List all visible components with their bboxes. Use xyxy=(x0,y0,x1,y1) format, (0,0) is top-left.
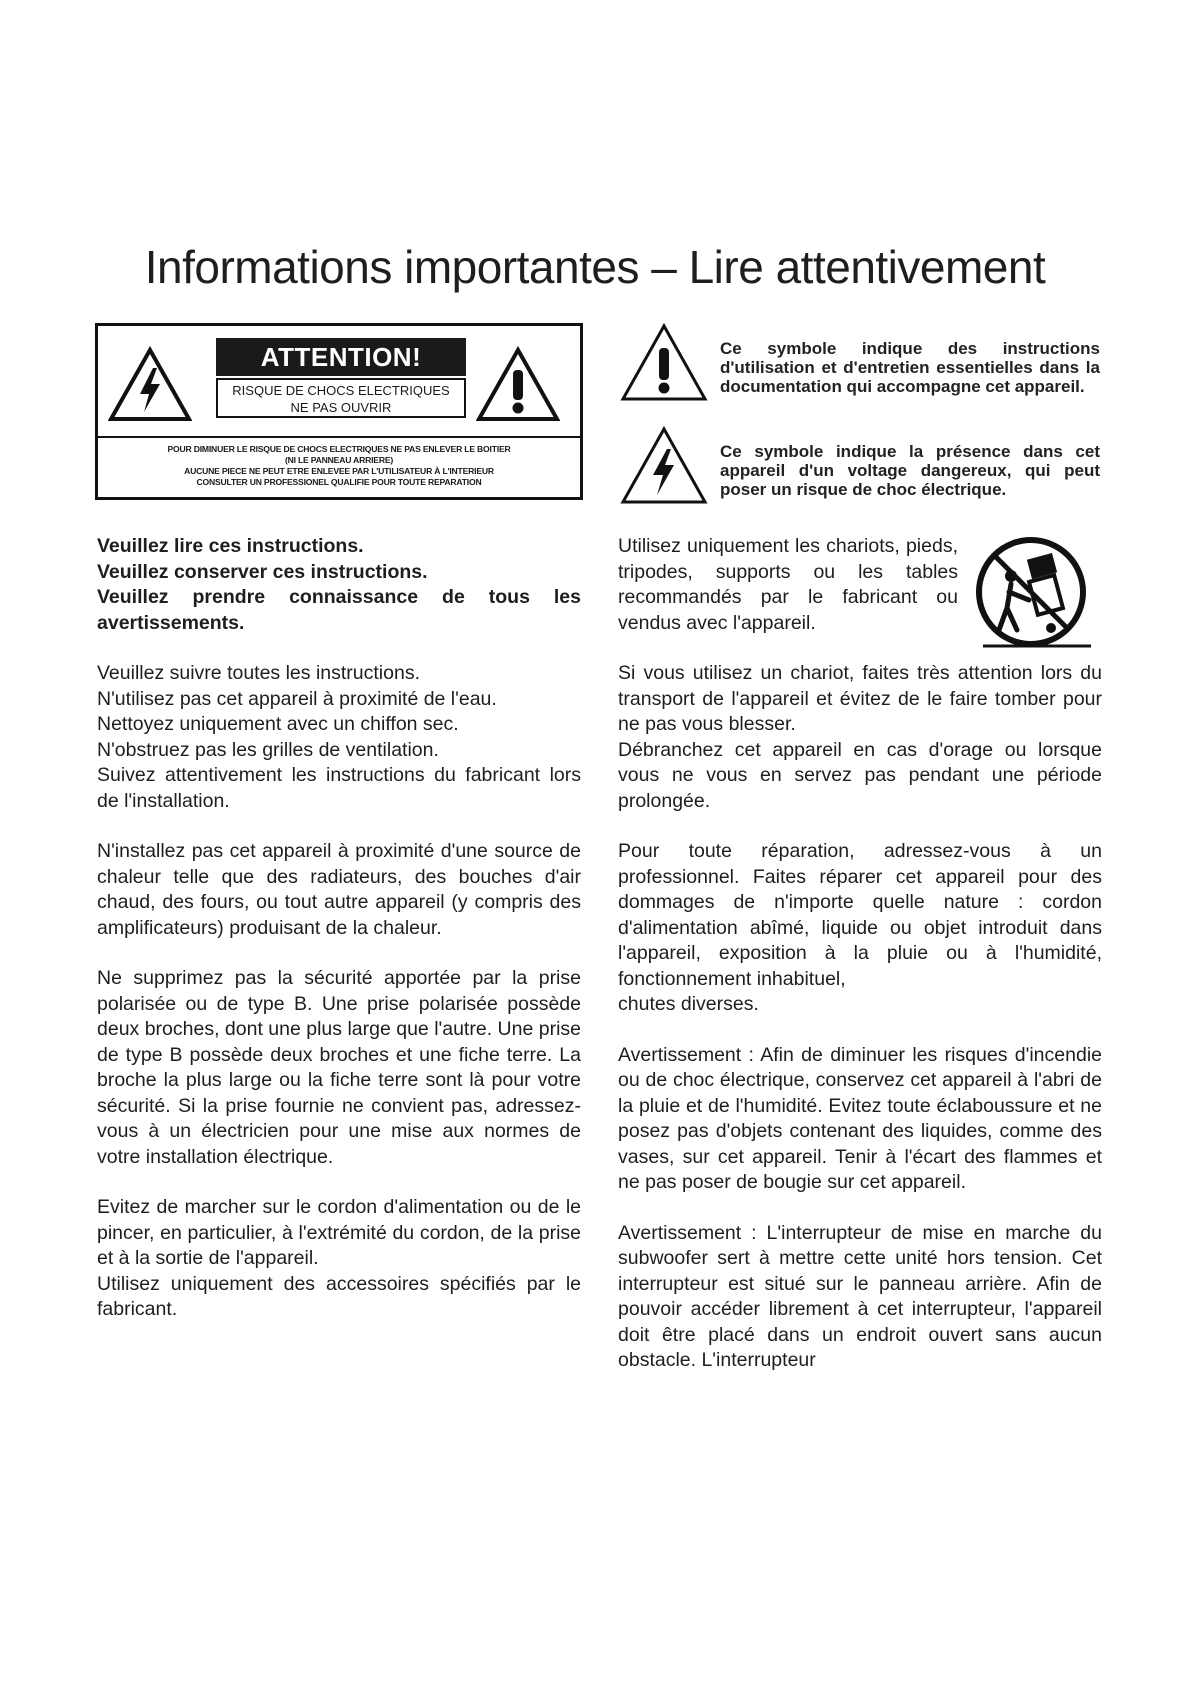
instruction-line: Nettoyez uniquement avec un chiffon sec. xyxy=(97,713,459,735)
warning-label xyxy=(95,323,583,500)
attention-banner: ATTENTION! xyxy=(216,338,466,376)
exclamation-triangle-icon xyxy=(620,322,708,402)
symbol-explanation-exclamation xyxy=(620,322,1100,407)
warning-small-line: AUCUNE PIECE NE PEUT ETRE ENLEVEE PAR L'UTILISATEUR À L'INTERIEUR xyxy=(184,466,494,476)
dolly-paragraph: Utilisez uniquement les chariots, pieds, tripodes, supports ou les tables recommandés par le fabricant ou vendus avec l'appareil. xyxy=(618,535,958,634)
plug-paragraph: Ne supprimez pas la sécurité apportée par la prise polarisée ou de type B. Une prise polarisée possède deux broches, dont une plus large que l'autre. Une prise de type B possède deux broches et une fiche terre. La broche la plus large ou la fiche terre sont là pour votre sécurité. Si la prise fournie ne convient pas, adressez-vous à un électricien pour une mise aux normes de votre installation électrique. xyxy=(97,967,581,1168)
exclamation-triangle-icon xyxy=(476,346,560,422)
cart-paragraph: Si vous utilisez un chariot, faites très attention lors du transport de l'appareil et évitez de le faire tomber pour ne pas vous blesser. xyxy=(618,662,1102,735)
repair-paragraph: Pour toute réparation, adressez-vous à un professionnel. Faites réparer cet appareil pour des dommages de n'importe quelle nature : cordon d'alimentation abîmé, liquide ou objet introduit dans l'appareil, exposition à la pluie ou à l'humidité, fonctionnement inhabituel, xyxy=(618,840,1102,990)
instruction-line: N'utilisez pas cet appareil à proximité de l'eau. xyxy=(97,687,497,710)
dolly-section xyxy=(618,534,1102,636)
warning-paragraph: Avertissement : Afin de diminuer les risques d'incendie ou de choc électrique, conservez cet appareil à l'abri de la pluie et de l'humidité. Evitez toute éclaboussure et ne posez pas d'objets contenant des liquides, comme des vases, sur cet appareil. Tenir à l'écart des flammes et ne pas poser de bougie sur cet appareil. xyxy=(618,1043,1102,1193)
right-column xyxy=(618,534,1102,1374)
instruction-line: Suivez attentivement les instructions du fabricant lors de l'installation. xyxy=(97,764,581,812)
cart-tip-over-icon xyxy=(973,534,1093,654)
switch-warning-paragraph: Avertissement : L'interrupteur de mise en marche du subwoofer sert à mettre cette unité hors tension. Cet interrupteur est situé sur le panneau arrière. Afin de pouvoir accéder librement à cet interrupteur, l'appareil doit être placé dans un endroit ouvert sans aucun obstacle. L'interrupteur xyxy=(618,1221,1102,1371)
symbol-explanation-lightning xyxy=(620,425,1100,505)
warning-small-line: (NI LE PANNEAU ARRIERE) xyxy=(284,455,394,465)
lightning-triangle-icon xyxy=(108,346,192,422)
cord-paragraph: Evitez de marcher sur le cordon d'alimentation ou de le pincer, en particulier, à l'extrémité du cordon, de la prise et à la sortie de l'appareil. xyxy=(97,1196,581,1269)
warning-small-text xyxy=(102,444,576,488)
attention-subtitle xyxy=(216,378,466,418)
instruction-bold-line: Veuillez prendre connaissance de tous les avertissements. xyxy=(97,586,581,634)
symbol-text: Ce symbole indique la présence dans cet appareil d'un voltage dangereux, qui peut poser un risque de choc électrique. xyxy=(720,442,1100,499)
warning-label-top xyxy=(98,326,580,436)
instruction-line: N'obstruez pas les grilles de ventilation. xyxy=(97,738,439,761)
lightning-triangle-icon xyxy=(620,425,708,505)
page-title: Informations importantes – Lire attentivement xyxy=(144,241,1046,293)
heat-paragraph: N'installez pas cet appareil à proximité d'une source de chaleur telle que des radiateurs, des bouches d'air chaud, des fours, ou tout autre appareil (y compris des amplificateurs) produisant de la chaleur. xyxy=(97,840,581,939)
accessories-paragraph: Utilisez uniquement des accessoires spécifiés par le fabricant. xyxy=(97,1272,581,1320)
symbol-text: Ce symbole indique des instructions d'utilisation et d'entretien essentielles dans la documentation qui accompagne cet appareil. xyxy=(720,339,1100,396)
instruction-bold-line: Veuillez lire ces instructions. xyxy=(97,535,364,557)
repair-paragraph-end: chutes diverses. xyxy=(618,993,759,1015)
attention-sub-line1: RISQUE DE CHOCS ELECTRIQUES xyxy=(232,383,450,398)
instruction-line: Veuillez suivre toutes les instructions. xyxy=(97,662,420,684)
instruction-bold-line: Veuillez conserver ces instructions. xyxy=(97,560,428,583)
warning-small-line: POUR DIMINUER LE RISQUE DE CHOCS ELECTRIQUES NE PAS ENLEVER LE BOITIER xyxy=(167,444,511,454)
storm-paragraph: Débranchez cet appareil en cas d'orage ou lorsque vous ne vous en servez pas pendant une période prolongée. xyxy=(618,738,1102,812)
left-column xyxy=(97,534,581,1323)
warning-small-line: CONSULTER UN PROFESSIONEL QUALIFIE POUR TOUTE REPARATION xyxy=(196,477,482,487)
warning-divider xyxy=(98,436,580,438)
attention-sub-line2: NE PAS OUVRIR xyxy=(290,400,392,415)
